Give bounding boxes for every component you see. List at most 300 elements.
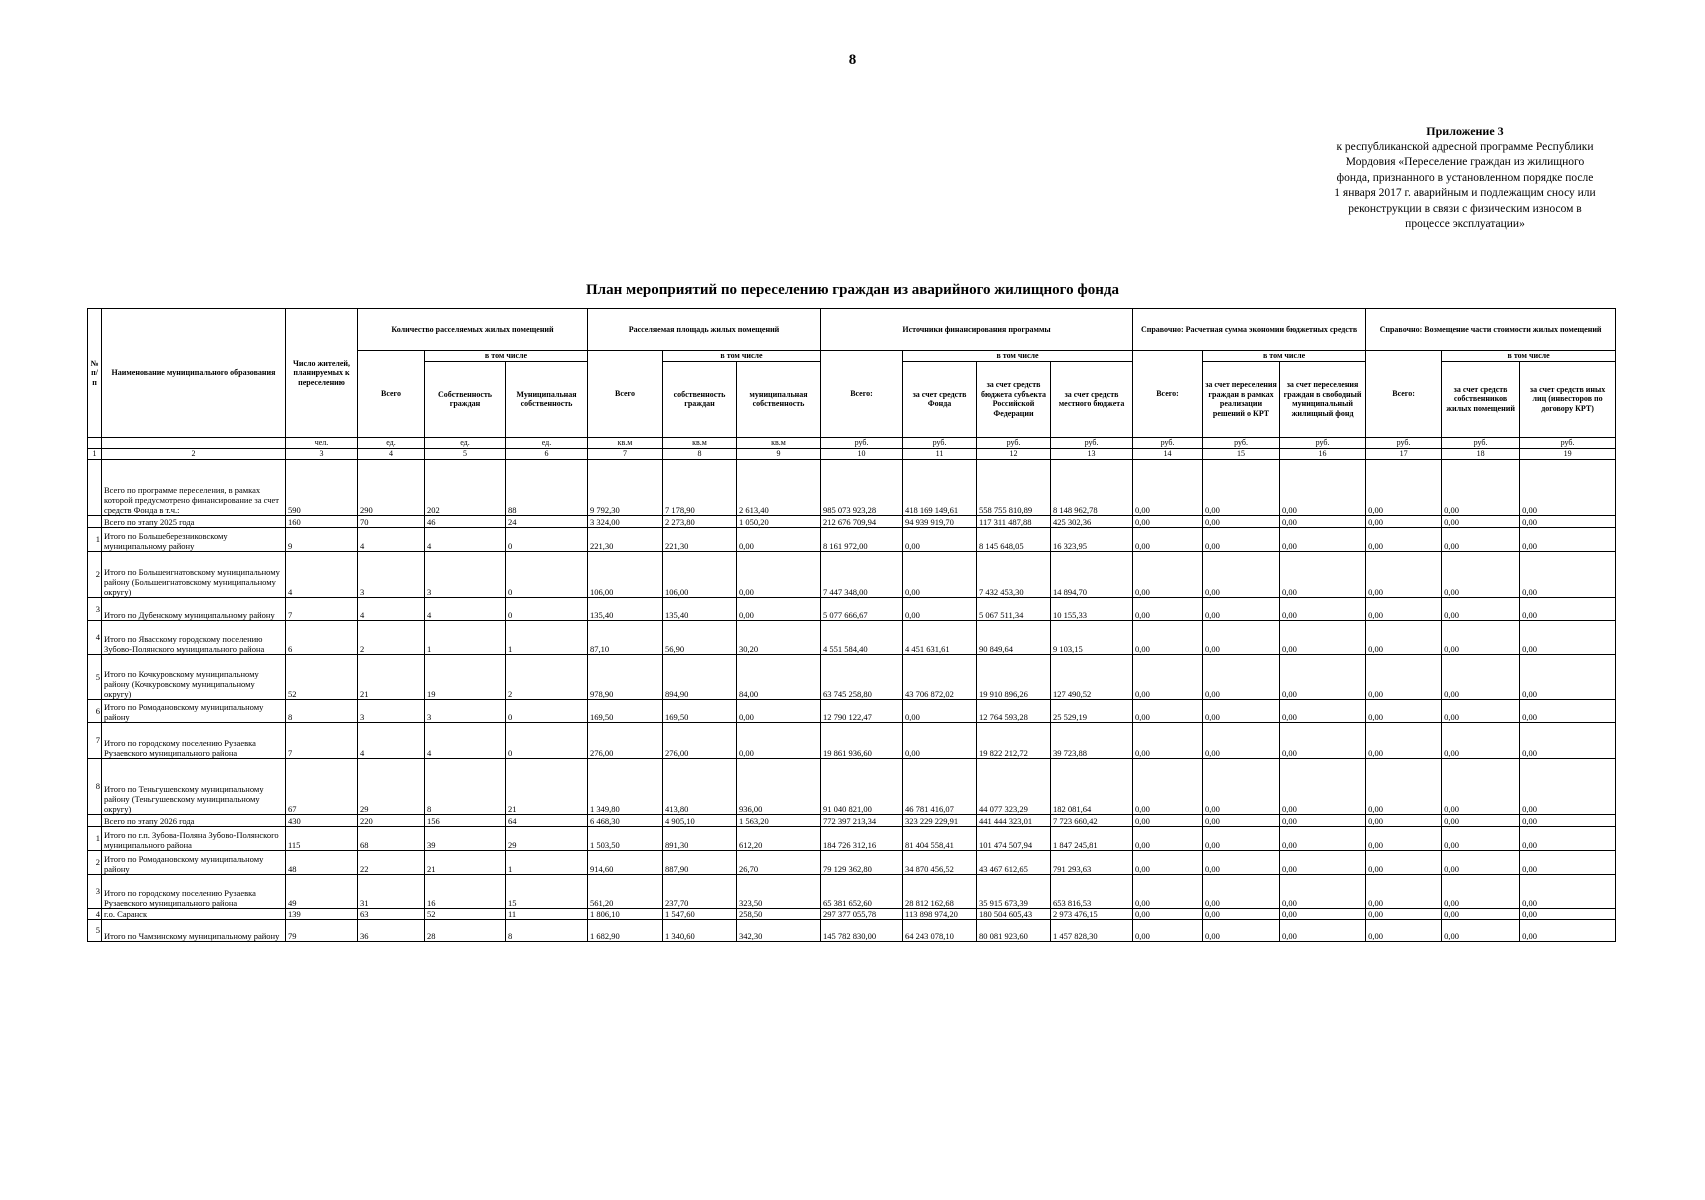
value-cell: 0 — [506, 722, 588, 758]
value-cell: 3 — [358, 699, 425, 722]
column-numbers-row — [88, 448, 1616, 459]
row-index: 1 — [88, 826, 102, 850]
column-number-cell: 19 — [1520, 448, 1616, 459]
header-comp-incl: в том числе — [1442, 351, 1616, 362]
value-cell: 0,00 — [1133, 527, 1203, 551]
column-number-cell: 15 — [1203, 448, 1280, 459]
value-cell: 0,00 — [1366, 459, 1442, 515]
value-cell: 0,00 — [1133, 908, 1203, 919]
value-cell: 9 — [286, 527, 358, 551]
table-row — [88, 620, 1616, 654]
value-cell: 34 870 456,52 — [903, 850, 977, 874]
value-cell: 7 432 453,30 — [977, 551, 1051, 597]
value-cell: 1 847 245,81 — [1051, 826, 1133, 850]
unit-cell: руб. — [1133, 437, 1203, 448]
column-number-cell: 13 — [1051, 448, 1133, 459]
value-cell: 0,00 — [1203, 459, 1280, 515]
value-cell: 1 — [506, 620, 588, 654]
row-name: Всего по программе переселения, в рамках которой предусмотрено финансирование за счет средств Фонда в т.ч.: — [102, 459, 286, 515]
value-cell: 8 145 648,05 — [977, 527, 1051, 551]
value-cell: 4 — [358, 722, 425, 758]
value-cell: 106,00 — [588, 551, 663, 597]
value-cell: 0,00 — [1133, 919, 1203, 941]
value-cell: 117 311 487,88 — [977, 515, 1051, 527]
value-cell: 653 816,53 — [1051, 874, 1133, 908]
value-cell: 0,00 — [1520, 459, 1616, 515]
table-row — [88, 919, 1616, 941]
value-cell: 21 — [506, 758, 588, 814]
value-cell: 0,00 — [1366, 699, 1442, 722]
unit-cell: руб. — [1520, 437, 1616, 448]
value-cell: 19 822 212,72 — [977, 722, 1051, 758]
value-cell: 26,70 — [737, 850, 821, 874]
header-idx: № п/п — [88, 309, 102, 438]
table-row — [88, 527, 1616, 551]
value-cell: 21 — [425, 850, 506, 874]
value-cell: 28 — [425, 919, 506, 941]
value-cell: 64 — [506, 814, 588, 826]
row-index: 2 — [88, 551, 102, 597]
value-cell: 46 — [425, 515, 506, 527]
value-cell: 0,00 — [1520, 597, 1616, 620]
column-number-cell: 2 — [102, 448, 286, 459]
value-cell: 9 792,30 — [588, 459, 663, 515]
header-residents: Число жителей, планируемых к переселению — [286, 309, 358, 438]
value-cell: 0,00 — [1442, 908, 1520, 919]
value-cell: 0 — [506, 527, 588, 551]
header-fin-total: Всего: — [821, 351, 903, 438]
value-cell: 0,00 — [1442, 597, 1520, 620]
value-cell: 24 — [506, 515, 588, 527]
unit-cell: руб. — [1366, 437, 1442, 448]
value-cell: 145 782 830,00 — [821, 919, 903, 941]
value-cell: 0,00 — [1133, 654, 1203, 699]
value-cell: 0,00 — [1442, 850, 1520, 874]
column-number-cell: 9 — [737, 448, 821, 459]
value-cell: 202 — [425, 459, 506, 515]
value-cell: 0,00 — [1520, 527, 1616, 551]
row-name: Итого по городскому поселению Рузаевка Рузаевского муниципального района — [102, 874, 286, 908]
value-cell: 63 745 258,80 — [821, 654, 903, 699]
value-cell: 65 381 652,60 — [821, 874, 903, 908]
appendix-line: процессе эксплуатации» — [1405, 218, 1525, 230]
value-cell: 0,00 — [1520, 874, 1616, 908]
value-cell: 0 — [506, 551, 588, 597]
row-name: Итого по Большеберезниковскому муниципальному району — [102, 527, 286, 551]
value-cell: 0,00 — [1520, 919, 1616, 941]
value-cell: 612,20 — [737, 826, 821, 850]
table-row — [88, 597, 1616, 620]
value-cell: 590 — [286, 459, 358, 515]
value-cell: 0,00 — [1366, 758, 1442, 814]
row-index: 5 — [88, 654, 102, 699]
value-cell: 791 293,63 — [1051, 850, 1133, 874]
value-cell: 0,00 — [1366, 850, 1442, 874]
value-cell: 978,90 — [588, 654, 663, 699]
value-cell: 0,00 — [1520, 722, 1616, 758]
unit-cell: ед. — [506, 437, 588, 448]
value-cell: 0,00 — [1520, 699, 1616, 722]
value-cell: 16 — [425, 874, 506, 908]
value-cell: 936,00 — [737, 758, 821, 814]
value-cell: 0,00 — [1520, 850, 1616, 874]
value-cell: 21 — [358, 654, 425, 699]
value-cell: 0,00 — [1442, 699, 1520, 722]
value-cell: 1 806,10 — [588, 908, 663, 919]
value-cell: 0,00 — [1133, 597, 1203, 620]
unit-cell: кв.м — [663, 437, 737, 448]
value-cell: 28 812 162,68 — [903, 874, 977, 908]
value-cell: 25 529,19 — [1051, 699, 1133, 722]
value-cell: 0,00 — [1280, 919, 1366, 941]
value-cell: 11 — [506, 908, 588, 919]
header-municipal-own: Муниципальная собственность — [506, 361, 588, 437]
value-cell: 4 — [425, 527, 506, 551]
value-cell: 1 457 828,30 — [1051, 919, 1133, 941]
header-rooms-incl: в том числе — [425, 351, 588, 362]
value-cell: 221,30 — [663, 527, 737, 551]
value-cell: 0,00 — [903, 597, 977, 620]
value-cell: 0,00 — [903, 527, 977, 551]
value-cell: 0,00 — [1442, 722, 1520, 758]
value-cell: 0,00 — [1133, 826, 1203, 850]
value-cell: 0,00 — [903, 551, 977, 597]
value-cell: 2 273,80 — [663, 515, 737, 527]
value-cell: 0,00 — [1280, 551, 1366, 597]
appendix-note — [1302, 124, 1628, 233]
column-number-cell: 3 — [286, 448, 358, 459]
value-cell: 87,10 — [588, 620, 663, 654]
value-cell: 258,50 — [737, 908, 821, 919]
table-row — [88, 826, 1616, 850]
row-name: Итого по Теньгушевскому муниципальному району (Теньгушевскому муниципальному округу) — [102, 758, 286, 814]
unit-cell: руб. — [1203, 437, 1280, 448]
column-number-cell: 11 — [903, 448, 977, 459]
value-cell: 14 894,70 — [1051, 551, 1133, 597]
value-cell: 19 910 896,26 — [977, 654, 1051, 699]
row-index — [88, 515, 102, 527]
value-cell: 90 849,64 — [977, 620, 1051, 654]
header-citizens-own: Собственность граждан — [425, 361, 506, 437]
value-cell: 0,00 — [1133, 874, 1203, 908]
row-name: Итого по г.п. Зубова-Поляна Зубово-Полянского муниципального района — [102, 826, 286, 850]
row-name: г.о. Саранск — [102, 908, 286, 919]
value-cell: 4 — [425, 722, 506, 758]
value-cell: 0,00 — [737, 527, 821, 551]
row-index: 4 — [88, 908, 102, 919]
value-cell: 0,00 — [1520, 826, 1616, 850]
row-name: Итого по Ромодановскому муниципальному району — [102, 699, 286, 722]
value-cell: 0,00 — [903, 699, 977, 722]
value-cell: 0,00 — [1203, 908, 1280, 919]
value-cell: 7 — [286, 722, 358, 758]
unit-cell: руб. — [977, 437, 1051, 448]
value-cell: 0,00 — [1366, 654, 1442, 699]
value-cell: 91 040 821,00 — [821, 758, 903, 814]
value-cell: 156 — [425, 814, 506, 826]
value-cell: 35 915 673,39 — [977, 874, 1051, 908]
value-cell: 4 551 584,40 — [821, 620, 903, 654]
value-cell: 0 — [506, 699, 588, 722]
table-row — [88, 459, 1616, 515]
value-cell: 0,00 — [1280, 874, 1366, 908]
header-area-municipal-own: муниципальная собственность — [737, 361, 821, 437]
header-area-incl: в том числе — [663, 351, 821, 362]
value-cell: 1 050,20 — [737, 515, 821, 527]
value-cell: 323 229 229,91 — [903, 814, 977, 826]
unit-cell — [88, 437, 102, 448]
value-cell: 6 — [286, 620, 358, 654]
row-name: Итого по Ромодановскому муниципальному району — [102, 850, 286, 874]
row-index: 3 — [88, 597, 102, 620]
value-cell: 914,60 — [588, 850, 663, 874]
value-cell: 0 — [506, 597, 588, 620]
resettlement-plan-table-wrapper — [87, 308, 1615, 942]
value-cell: 558 755 810,89 — [977, 459, 1051, 515]
value-cell: 7 178,90 — [663, 459, 737, 515]
value-cell: 0,00 — [1133, 459, 1203, 515]
value-cell: 0,00 — [1203, 597, 1280, 620]
value-cell: 127 490,52 — [1051, 654, 1133, 699]
value-cell: 169,50 — [588, 699, 663, 722]
value-cell: 772 397 213,34 — [821, 814, 903, 826]
table-row — [88, 551, 1616, 597]
value-cell: 31 — [358, 874, 425, 908]
value-cell: 39 — [425, 826, 506, 850]
row-index: 2 — [88, 850, 102, 874]
value-cell: 0,00 — [1133, 722, 1203, 758]
value-cell: 22 — [358, 850, 425, 874]
value-cell: 12 790 122,47 — [821, 699, 903, 722]
value-cell: 56,90 — [663, 620, 737, 654]
row-name: Итого по Кочкуровскому муниципальному району (Кочкуровскому муниципальному округу) — [102, 654, 286, 699]
value-cell: 0,00 — [1203, 758, 1280, 814]
header-comp-owners: за счет средств собственников жилых помещений — [1442, 361, 1520, 437]
row-name: Итого по Большеигнатовскому муниципальному району (Большеигнатовскому муниципальному округу) — [102, 551, 286, 597]
unit-cell: ед. — [358, 437, 425, 448]
value-cell: 0,00 — [1203, 874, 1280, 908]
value-cell: 0,00 — [1280, 527, 1366, 551]
value-cell: 0,00 — [1280, 722, 1366, 758]
value-cell: 160 — [286, 515, 358, 527]
value-cell: 413,80 — [663, 758, 737, 814]
value-cell: 0,00 — [1133, 699, 1203, 722]
value-cell: 0,00 — [1280, 620, 1366, 654]
row-index — [88, 814, 102, 826]
value-cell: 2 613,40 — [737, 459, 821, 515]
column-number-cell: 6 — [506, 448, 588, 459]
column-number-cell: 12 — [977, 448, 1051, 459]
value-cell: 8 148 962,78 — [1051, 459, 1133, 515]
value-cell: 16 323,95 — [1051, 527, 1133, 551]
value-cell: 0,00 — [1366, 814, 1442, 826]
value-cell: 0,00 — [1203, 551, 1280, 597]
table-row — [88, 515, 1616, 527]
value-cell: 891,30 — [663, 826, 737, 850]
document-title: План мероприятий по переселению граждан из аварийного жилищного фонда — [586, 282, 1119, 298]
appendix-line: 1 января 2017 г. аварийным и подлежащим сносу или — [1334, 187, 1596, 199]
column-number-cell: 1 — [88, 448, 102, 459]
value-cell: 7 447 348,00 — [821, 551, 903, 597]
value-cell: 0,00 — [737, 551, 821, 597]
header-rooms-total: Всего — [358, 351, 425, 438]
value-cell: 68 — [358, 826, 425, 850]
table-row — [88, 908, 1616, 919]
value-cell: 0,00 — [1133, 814, 1203, 826]
column-number-cell: 17 — [1366, 448, 1442, 459]
header-econ-total: Всего: — [1133, 351, 1203, 438]
resettlement-plan-table — [87, 308, 1616, 942]
value-cell: 220 — [358, 814, 425, 826]
value-cell: 0,00 — [903, 722, 977, 758]
value-cell: 101 474 507,94 — [977, 826, 1051, 850]
value-cell: 212 676 709,94 — [821, 515, 903, 527]
header-local-budget: за счет средств местного бюджета — [1051, 361, 1133, 437]
value-cell: 0,00 — [1280, 758, 1366, 814]
header-econ-free-fund: за счет переселения граждан в свободный муниципальный жилищный фонд — [1280, 361, 1366, 437]
table-row — [88, 758, 1616, 814]
value-cell: 79 129 362,80 — [821, 850, 903, 874]
value-cell: 0,00 — [1520, 620, 1616, 654]
unit-cell: ед. — [425, 437, 506, 448]
value-cell: 0,00 — [1366, 826, 1442, 850]
value-cell: 0,00 — [1133, 850, 1203, 874]
value-cell: 70 — [358, 515, 425, 527]
value-cell: 4 — [286, 551, 358, 597]
value-cell: 1 682,90 — [588, 919, 663, 941]
table-row — [88, 722, 1616, 758]
value-cell: 0,00 — [737, 699, 821, 722]
row-name: Всего по этапу 2025 года — [102, 515, 286, 527]
value-cell: 8 — [425, 758, 506, 814]
table-row — [88, 874, 1616, 908]
value-cell: 323,50 — [737, 874, 821, 908]
header-subject-budget: за счет средств бюджета субъекта Российской Федерации — [977, 361, 1051, 437]
value-cell: 0,00 — [1520, 814, 1616, 826]
value-cell: 7 — [286, 597, 358, 620]
value-cell: 290 — [358, 459, 425, 515]
value-cell: 0,00 — [1366, 597, 1442, 620]
value-cell: 0,00 — [1203, 515, 1280, 527]
column-number-cell: 5 — [425, 448, 506, 459]
value-cell: 12 764 593,28 — [977, 699, 1051, 722]
value-cell: 0,00 — [1366, 620, 1442, 654]
value-cell: 0,00 — [1442, 826, 1520, 850]
value-cell: 4 — [425, 597, 506, 620]
value-cell: 2 — [358, 620, 425, 654]
value-cell: 115 — [286, 826, 358, 850]
value-cell: 0,00 — [737, 597, 821, 620]
value-cell: 79 — [286, 919, 358, 941]
value-cell: 237,70 — [663, 874, 737, 908]
value-cell: 94 939 919,70 — [903, 515, 977, 527]
value-cell: 43 706 872,02 — [903, 654, 977, 699]
value-cell: 0,00 — [1280, 597, 1366, 620]
value-cell: 0,00 — [1442, 551, 1520, 597]
table-body — [88, 459, 1616, 941]
value-cell: 184 726 312,16 — [821, 826, 903, 850]
value-cell: 106,00 — [663, 551, 737, 597]
value-cell: 0,00 — [737, 722, 821, 758]
header-financing-group: Источники финансирования программы — [821, 309, 1133, 351]
value-cell: 0,00 — [1280, 515, 1366, 527]
value-cell: 182 081,64 — [1051, 758, 1133, 814]
value-cell: 88 — [506, 459, 588, 515]
row-name: Всего по этапу 2026 года — [102, 814, 286, 826]
value-cell: 0,00 — [1442, 515, 1520, 527]
value-cell: 0,00 — [1280, 814, 1366, 826]
appendix-title: Приложение 3 — [1426, 124, 1504, 138]
value-cell: 0,00 — [1133, 620, 1203, 654]
value-cell: 276,00 — [663, 722, 737, 758]
value-cell: 0,00 — [1442, 620, 1520, 654]
value-cell: 3 — [425, 699, 506, 722]
value-cell: 894,90 — [663, 654, 737, 699]
value-cell: 49 — [286, 874, 358, 908]
value-cell: 0,00 — [1442, 758, 1520, 814]
value-cell: 0,00 — [1280, 826, 1366, 850]
value-cell: 1 349,80 — [588, 758, 663, 814]
value-cell: 6 468,30 — [588, 814, 663, 826]
value-cell: 887,90 — [663, 850, 737, 874]
value-cell: 3 324,00 — [588, 515, 663, 527]
row-index: 4 — [88, 620, 102, 654]
value-cell: 985 073 923,28 — [821, 459, 903, 515]
value-cell: 1 — [506, 850, 588, 874]
value-cell: 0,00 — [1203, 527, 1280, 551]
value-cell: 63 — [358, 908, 425, 919]
value-cell: 0,00 — [1280, 654, 1366, 699]
column-number-cell: 4 — [358, 448, 425, 459]
value-cell: 0,00 — [1203, 850, 1280, 874]
header-comp-total: Всего: — [1366, 351, 1442, 438]
value-cell: 0,00 — [1280, 459, 1366, 515]
value-cell: 0,00 — [1366, 874, 1442, 908]
column-number-cell: 10 — [821, 448, 903, 459]
value-cell: 43 467 612,65 — [977, 850, 1051, 874]
unit-cell — [102, 437, 286, 448]
value-cell: 0,00 — [1280, 908, 1366, 919]
value-cell: 430 — [286, 814, 358, 826]
value-cell: 0,00 — [1203, 722, 1280, 758]
header-area-group: Расселяемая площадь жилых помещений — [588, 309, 821, 351]
value-cell: 48 — [286, 850, 358, 874]
value-cell: 0,00 — [1442, 654, 1520, 699]
value-cell: 10 155,33 — [1051, 597, 1133, 620]
value-cell: 0,00 — [1520, 908, 1616, 919]
header-fund: за счет средств Фонда — [903, 361, 977, 437]
value-cell: 64 243 078,10 — [903, 919, 977, 941]
header-area-citizens-own: собственность граждан — [663, 361, 737, 437]
value-cell: 135,40 — [588, 597, 663, 620]
value-cell: 9 103,15 — [1051, 620, 1133, 654]
value-cell: 0,00 — [1203, 699, 1280, 722]
column-number-cell: 14 — [1133, 448, 1203, 459]
value-cell: 0,00 — [1133, 551, 1203, 597]
value-cell: 19 — [425, 654, 506, 699]
value-cell: 8 — [286, 699, 358, 722]
value-cell: 0,00 — [1366, 527, 1442, 551]
value-cell: 0,00 — [1133, 758, 1203, 814]
appendix-line: к республиканской адресной программе Республики — [1336, 140, 1594, 153]
value-cell: 8 161 972,00 — [821, 527, 903, 551]
value-cell: 44 077 323,29 — [977, 758, 1051, 814]
value-cell: 67 — [286, 758, 358, 814]
header-area-total: Всего — [588, 351, 663, 438]
appendix-line: Мордовия «Переселение граждан из жилищного — [1345, 156, 1585, 168]
value-cell: 0,00 — [1366, 908, 1442, 919]
header-comp-others: за счет средств иных лиц (инвесторов по договору КРТ) — [1520, 361, 1616, 437]
